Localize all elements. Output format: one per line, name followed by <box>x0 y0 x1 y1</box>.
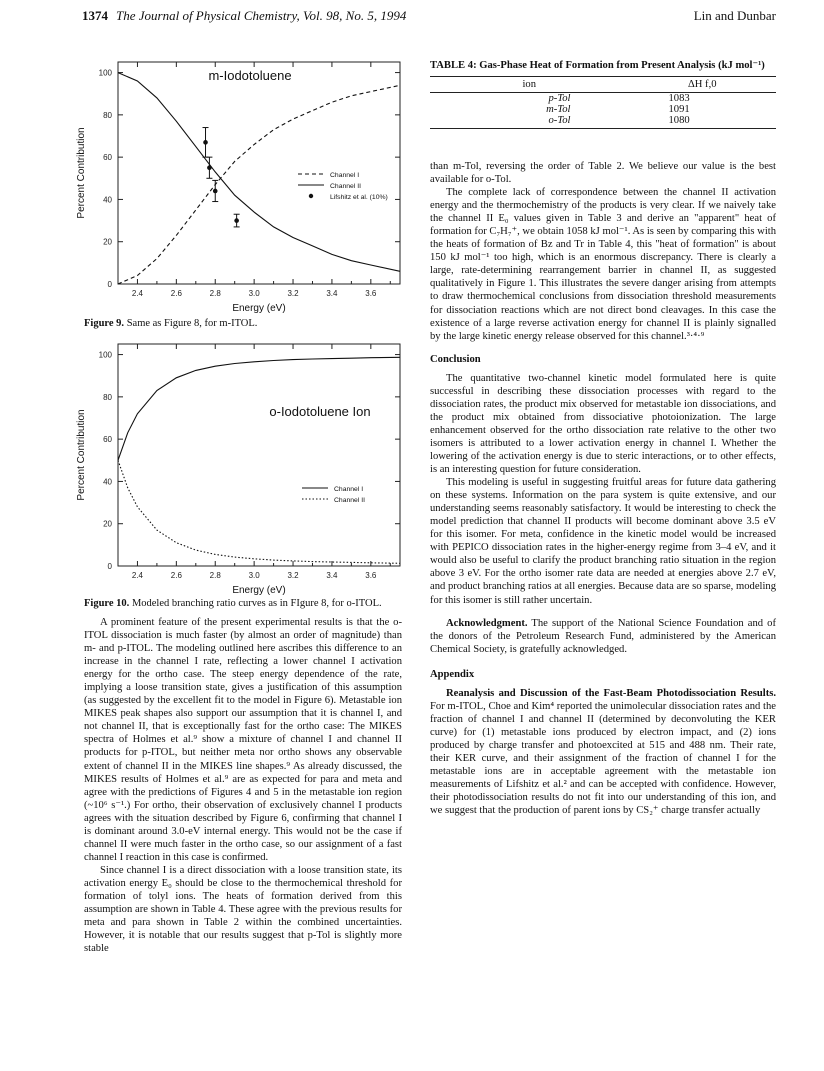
appendix-text: For m-ITOL, Choe and Kim⁴ reported the unimolecular dissociation rates and the fraction of channel I and channel II (determined by deconvoluting the KER curve) for (1) metastable ions produced by electron impact, and (2) ions produced by charge transfer and photoexcited at 515 and 488 nm. Their rate, their KER curve, and their assignment of the fraction of channel I for the metastable ions are in acceptable agreement with the metastable ion measurements of Lifshitz et al.² and can be accepted with confidence. However, their photodissociation results do not fit into our understanding of this ion, and we suggest that the production of parent ions by CS₂⁺ charge transfer actually <box>430 700 776 817</box>
series-line-2 <box>118 460 400 563</box>
legend-label: Channel I <box>334 486 364 493</box>
legend-label: Channel II <box>334 497 365 504</box>
table-cell: 1091 <box>668 104 690 115</box>
data-point <box>203 140 208 145</box>
appendix-heading: Appendix <box>430 668 475 680</box>
y-tick-label: 40 <box>103 195 112 205</box>
figure-9-chart <box>70 56 415 318</box>
figure-10-caption-text: Modeled branching ratio curves as in FIgure 8, for o-ITOL. <box>129 598 382 609</box>
left-column-text <box>84 616 402 955</box>
x-tick-label: 3.0 <box>248 289 260 298</box>
y-tick-label: 100 <box>98 350 112 360</box>
x-tick-label: 2.6 <box>170 289 182 298</box>
legend-label: Channel I <box>330 172 360 179</box>
x-tick-label: 3.0 <box>248 571 260 580</box>
acknowledgment-text: The support of the National Science Foundation and of the donors of the Petroleum Research Fund, administered by the American Chemical Society, is gratefully acknowledged. <box>430 617 776 655</box>
x-tick-label: 3.2 <box>287 571 299 580</box>
table-row <box>430 104 776 115</box>
table-cell: o-Tol <box>430 115 628 129</box>
y-tick-label: 80 <box>103 110 112 120</box>
right-column-text <box>430 160 776 817</box>
chart-title: m-Iodotoluene <box>208 68 292 83</box>
table-cell: 1080 <box>628 115 776 129</box>
table-cell: p-Tol <box>548 93 571 104</box>
figure-10-chart <box>70 338 415 598</box>
legend-marker <box>309 194 313 198</box>
data-point <box>213 189 218 194</box>
x-tick-label: 3.6 <box>365 571 377 580</box>
x-tick-label: 2.6 <box>170 571 182 580</box>
figure-9-caption <box>84 318 404 329</box>
x-tick-label: 3.4 <box>326 571 338 580</box>
paragraph: The quantitative two-channel kinetic model formulated here is quite successful in describing these dissociation processes with regard to the dissociation rates, the product mix observed for metastable ion dissociations, and the product mix obtained from dissociative photoionization. The large enhancement observed for the ortho dissociation rate relative to the other two isomers is attributed to a lower activation energy in channel I. Whether the lowering of the activation energy is due to steric interactions, or to other effects, is an interesting question for future consideration. <box>430 372 776 476</box>
data-point <box>207 165 212 170</box>
acknowledgment-label: Acknowledgment. <box>446 617 528 629</box>
y-tick-label: 0 <box>107 562 112 571</box>
figure-9-caption-text: Same as Figure 8, for m-ITOL. <box>124 318 258 329</box>
y-tick-label: 60 <box>103 435 112 445</box>
paragraph: A prominent feature of the present experimental results is that the o-ITOL dissociation is much faster (by almost an order of magnitude) than m- and p-ITOL. The modeling outlined here ascribes this difference to an increase in the channel I rate, reflecting a lower channel I activation energy for the ortho case. The steep energy dependence of the rate, implying a loose transition state, gives a justification of this assumption (as suggested by the excellent fit to the model in Figure 6). Metastable ion MIKES peak shapes also support our assumption that it is channel I, and not channel II, that is exceptionally fast for the ortho case: The MIKES spectra of Holmes et al.⁹ show a mixture of channel I and channel II products for p-ITOL, but neither meta nor ortho shows any observable extent of channel II in the MIKES line shapes.⁹ As already discussed, the MIKES results of Holmes et al.⁹ are as expected for para and meta and agree with the predictions of Figures 4 and 5 in the metastable ion region (~10⁶ s⁻¹.) For ortho, their observation of exclusively channel I products agrees with the situation described by Figure 6, confirming that channel I is dominant around 3.0-eV internal energy. This would not be the case if channel II were much faster in the ortho case, so our assignment of a fast channel I reaction in this case is confirmed. <box>84 617 402 863</box>
table-row <box>430 115 776 129</box>
conclusion-heading: Conclusion <box>430 353 481 365</box>
x-tick-label: 2.8 <box>209 571 221 580</box>
table-4 <box>430 60 776 129</box>
table-cell: 1083 <box>668 93 690 104</box>
x-tick-label: 3.6 <box>365 289 377 298</box>
paragraph: than m-Tol, reversing the order of Table 2. We believe our value is the best available for o-Tol. <box>430 161 776 186</box>
x-axis-label: Energy (eV) <box>232 303 286 314</box>
y-tick-label: 20 <box>103 519 112 529</box>
figure-9-label: Figure 9. <box>84 318 125 329</box>
appendix-subheading: Reanalysis and Discussion of the Fast-Beam Photodissociation Results. <box>446 687 776 699</box>
running-header-left <box>82 8 406 24</box>
figure-10-label: Figure 10. <box>84 598 130 609</box>
paragraph: This modeling is useful in suggesting fruitful areas for future data gathering on these systems. Information on the para system is quite extensive, and our understanding seems reasonably satisfactory. It would be interesting to check the model prediction that channel II products will become dominant above 3.5 eV for this isomer. For meta, confidence in the kinetic model would be increased with PEPICO dissociation rates in the higher-energy regime from 3–4 eV, and it would also be useful to clarify the product branching ratio situation in the region above 3 eV. For the ortho isomer rate data are needed at energies above 2.7 eV, and product branching ratios at all energies. Because data are so sparse, modeling for this isomer is still rather uncertain. <box>430 477 776 606</box>
acknowledgment <box>430 617 776 656</box>
journal-title: The Journal of Physical Chemistry, Vol. 98, No. 5, 1994 <box>116 8 407 23</box>
figure-10-caption <box>84 598 404 609</box>
x-tick-label: 2.4 <box>131 571 144 580</box>
table-4-title: TABLE 4: Gas-Phase Heat of Formation from Present Analysis (kJ mol⁻¹) <box>430 60 765 71</box>
x-tick-label: 3.2 <box>287 289 299 298</box>
x-tick-label: 3.4 <box>326 289 338 298</box>
table-cell: m-Tol <box>546 104 571 115</box>
paragraph: Since channel I is a direct dissociation with a loose transition state, its activation energy E₀ should be close to the thermochemical threshold for formation of tolyl ions. The heats of formation derived from this assumption are shown in Table 4. These agree with the previous results for meta and para shown in Table 2 within the combined uncertainties. However, it is notable that our results suggest that p-Tol is slightly more stable <box>84 864 402 955</box>
y-tick-label: 20 <box>103 237 112 247</box>
y-tick-label: 100 <box>98 68 112 78</box>
x-tick-label: 2.4 <box>131 289 144 298</box>
y-tick-label: 60 <box>103 153 112 163</box>
legend-label: Lifshitz et al. (10%) <box>330 194 388 201</box>
page-number: 1374 <box>82 8 108 23</box>
y-axis-label: Percent Contribution <box>76 127 87 219</box>
legend-label: Channel II <box>330 183 361 190</box>
chart-title: o-Iodotoluene Ion <box>269 404 371 419</box>
x-tick-label: 2.8 <box>209 289 221 298</box>
table-row <box>430 93 776 105</box>
data-point <box>234 218 239 223</box>
table-4-header-dhf: ΔH f,0 <box>628 77 776 93</box>
y-tick-label: 0 <box>107 280 112 289</box>
x-axis-label: Energy (eV) <box>232 585 286 596</box>
running-header-authors: Lin and Dunbar <box>693 8 776 23</box>
y-tick-label: 40 <box>103 477 112 487</box>
table-4-header-ion: ion <box>430 77 628 93</box>
paragraph: The complete lack of correspondence between the channel II activation energy and the thermochemistry of the products is very clear. If we naively take the channel II E₀ values given in Table 3 and derive an "apparent" heat of formation for C₇H₇⁺, we obtain 1058 kJ mol⁻¹. As is seen by comparing this with the heats of formation of Bz and Tr in Table 4, this "heat of formation" is about 150 kJ mol⁻¹ too high, which is an enormous discrepancy. There is clearly a large, rate-determining rearrangement barrier in channel II, as suggested qualitatively in Figure 1. This illustrates the severe danger arising from attempts to draw thermochemical conclusions from dissociation threshold measurements for dissociation reactions which are not direct bond cleavages. In this case the existence of a large reverse activation energy for channel II is plainly signalled by the large kinetic energy release observed for this channel.³·⁴·⁹ <box>430 187 776 342</box>
appendix-paragraph <box>430 687 776 817</box>
y-axis-label: Percent Contribution <box>76 409 87 501</box>
y-tick-label: 80 <box>103 392 112 402</box>
